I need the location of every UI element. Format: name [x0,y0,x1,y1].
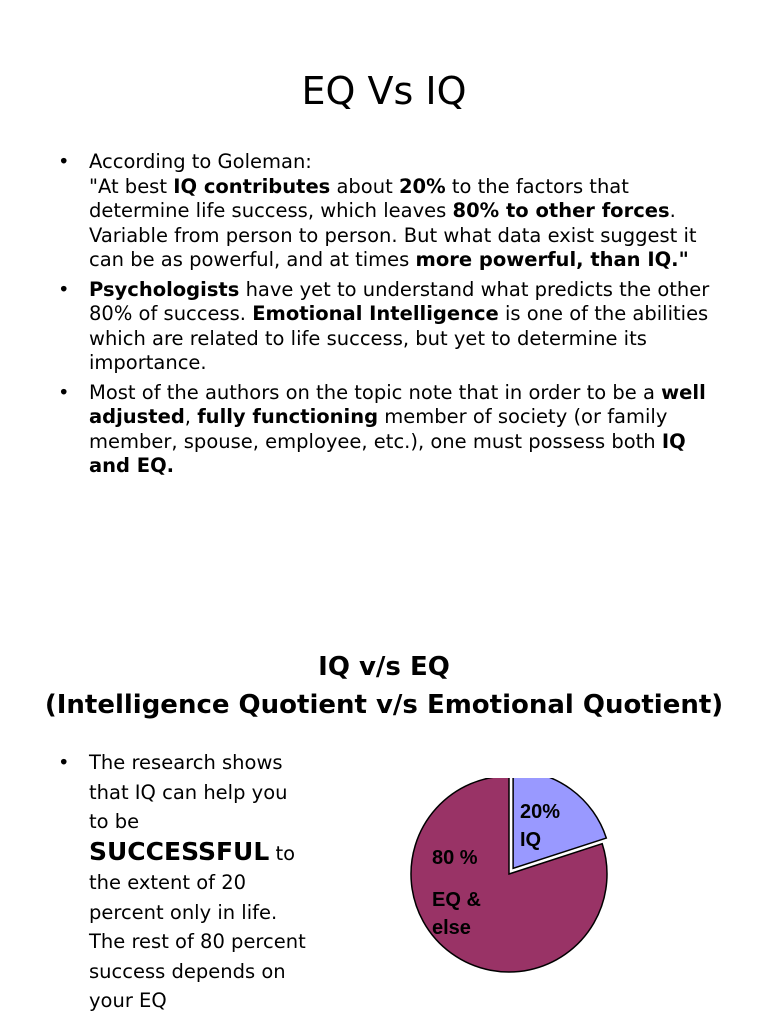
bullet-text-segment: to the factors that determine life success, which leaves [89,174,629,222]
bullet-text-segment: "At best [89,174,174,198]
bullet-text-segment: have yet to understand what predicts the other 80% of success. [89,277,710,325]
research-bullet-text [58,748,308,1016]
pie-label-eq-percent: 80 % [432,847,478,869]
slide-2-title-line-1: IQ v/s EQ [318,652,450,682]
pie-chart-svg [404,778,624,978]
bullet-text-segment: well adjusted [89,380,706,428]
bullet-text-segment: about [330,174,399,198]
bullet-text-segment: 80% to other forces [452,199,670,222]
research-bullet [58,748,308,1016]
bullet-text-segment: . Variable from person to person. But what data exist suggest it can be as powerful, and at times [89,199,697,271]
bullet-goleman [58,150,718,273]
slide-1-bullet-list [58,150,718,484]
successful-emphasis: SUCCESSFUL [89,836,270,866]
bullet-text-segment: IQ contributes [173,174,331,198]
bullet-dot: • [58,380,70,404]
pie-label-iq [520,798,560,854]
slide-2-title-line-2: (Intelligence Quotient v/s Emotional Quotient) [44,690,724,720]
bullet-text-segment: more powerful, than IQ." [415,248,689,271]
slide-2-title [0,648,768,724]
bullet-psychologists [58,278,718,376]
bullet-dot: • [58,150,70,173]
bullet-text-segment: Most of the authors on the topic note that in order to be a [89,380,662,404]
bullet-text-segment: fully functioning [197,405,379,428]
bullet-text-segment: Psychologists [89,277,240,301]
bullet-text-segment: is one of the abilities which are related to life success, but yet to determine its importance. [89,302,709,374]
bullet-text-segment: 20% [398,174,446,198]
pie-label-eq-name: EQ & else [432,889,481,939]
slide-2 [0,600,768,1024]
bullet-dot: • [58,277,70,301]
bullet-text-segment: IQ and EQ. [89,429,686,477]
bullet-authors [58,381,718,479]
bullet-dot: • [58,751,70,774]
pie-label-iq-name: IQ [520,829,542,851]
bullet-text-segment: member of society (or family member, spouse, employee, etc.), one must possess both [89,405,668,453]
pie-label-iq-percent: 20% [520,801,561,823]
pie-chart [404,778,624,978]
research-text-part-1: The research shows that IQ can help you to be [89,751,288,833]
bullet-text-segment: , [184,405,198,428]
bullet-text-segment: According to Goleman: [89,150,312,173]
slide-1-title: EQ Vs IQ [301,69,467,113]
bullet-text-segment: Emotional Intelligence [252,302,499,325]
research-text-part-2: to the extent of 20 percent only in life. The rest of 80 percent success depends on your EQ [89,841,306,1012]
